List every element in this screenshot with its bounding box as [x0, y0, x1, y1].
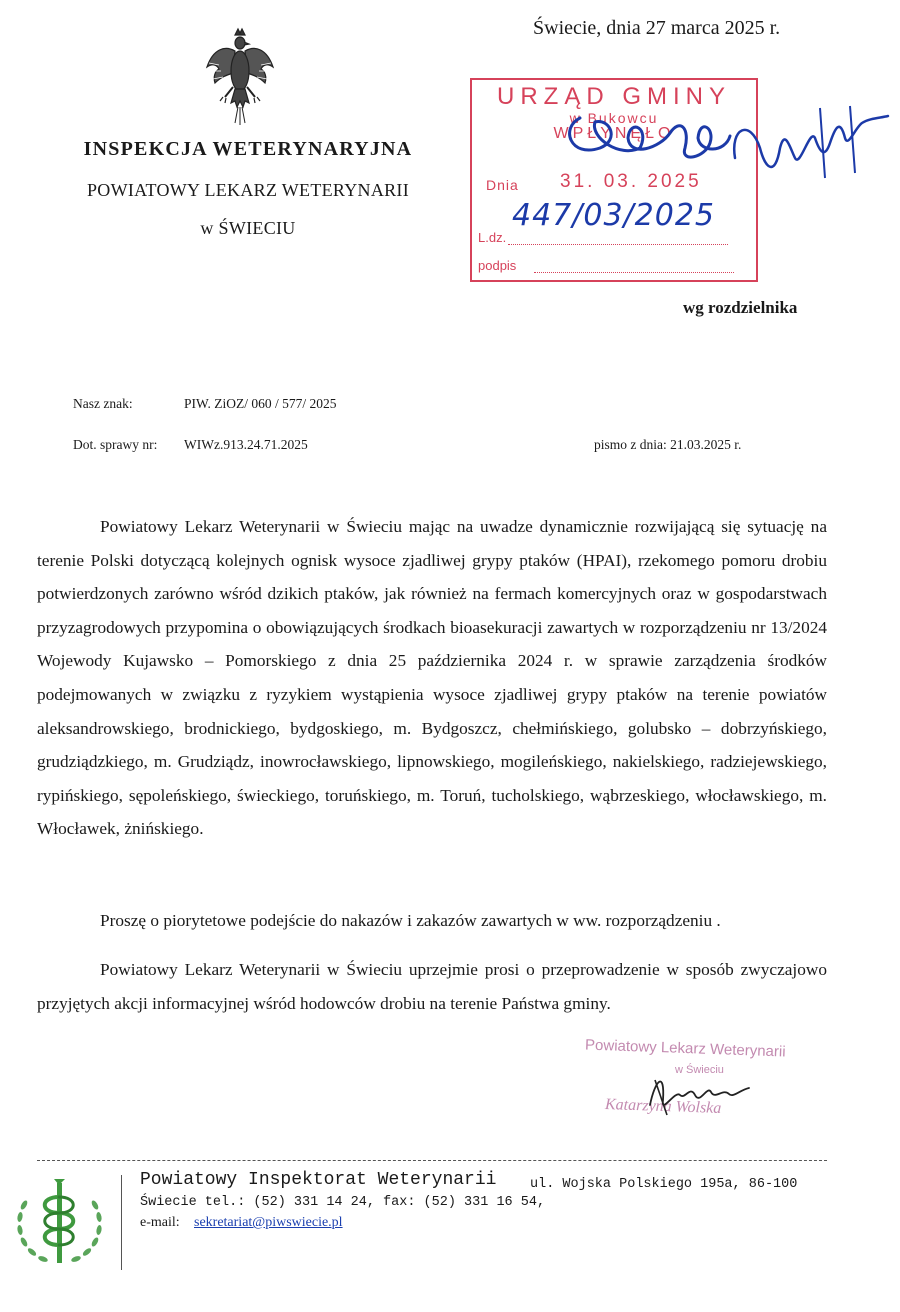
stamp-date-value: 31. 03. 2025: [560, 171, 702, 192]
stamp-registry-label: L.dz.: [478, 230, 507, 245]
veterinary-caduceus-logo-icon: [12, 1175, 107, 1270]
institution-subtitle: POWIATOWY LEKARZ WETERYNARII: [86, 180, 410, 200]
signature-stamp-name: Katarzyna Wolska: [604, 1095, 722, 1118]
institution-title: INSPEKCJA WETERYNARYJNA: [83, 138, 413, 160]
body-paragraph-1: Powiatowy Lekarz Weterynarii w Świeciu mając na uwadze dynamicznie rozwijającą się sytuację na terenie Polski dotyczącą kolejnych ognisk wysoce zjadliwej grypy ptaków (HPAI), rzekomego pomoru drobiu potwierdzonych zarówno wśród dzikich ptaków, jak również na fermach komercyjnych oraz w gospodarstwach przyzagrodowych przypomina o obowiązujących środkach bioasekuracji zawartych w rozporządzeniu nr 13/2024 Wojewody Kujawsko – Pomorskiego z dnia 25 października 2024 r. w sprawie zarządzenia środków podejmowanych w związku z ryzykiem wystąpienia wysoce zjadliwej grypy ptaków na terenie powiatów aleksandrowskiego, brodnickiego, bydgoskiego, m. Bydgoszcz, chełmińskiego, golubsko – dobrzyńskiego, grudziądzkiego, m. Grudziądz, inowrocławskiego, lipnowskiego, mogileńskiego, nakielskiego, radziejewskiego, rypińskiego, sępoleńskiego, świeckiego, toruńskiego, m. Toruń, tucholskiego, wąbrzeskiego, włocławskiego, m. Włocławek, żnińskiego.: [37, 517, 827, 839]
signature-stamp-city: w Świeciu: [675, 1064, 724, 1076]
footer-email-label: e-mail:: [140, 1215, 180, 1230]
stamp-signature-line: [534, 272, 734, 273]
stamp-incoming: WPŁYNĘŁO: [553, 125, 675, 142]
our-ref-label: Nasz znak:: [73, 396, 133, 411]
footer-city-phone: Świecie tel.: (52) 331 14 24, fax: (52) 331 16 54,: [140, 1195, 546, 1210]
handwritten-signature-blue: [550, 88, 890, 218]
stamp-signature-label: podpis: [478, 258, 517, 273]
handwritten-signature-black: [645, 1060, 755, 1120]
footer-divider: [37, 1160, 827, 1161]
body-paragraph-2: Proszę o piorytetowe podejście do nakazów i zakazów zawartych w ww. rozporządzeniu .: [100, 911, 721, 930]
footer-organization: Powiatowy Inspektorat Weterynarii: [140, 1170, 497, 1190]
footer-address: ul. Wojska Polskiego 195a, 86-100: [530, 1177, 798, 1192]
referenced-letter-date: pismo z dnia: 21.03.2025 r.: [594, 437, 742, 452]
stamp-registry-line: [508, 244, 728, 245]
case-number-value: WIWz.913.24.71.2025: [184, 437, 308, 452]
footer-email-link[interactable]: sekretariat@piwswiecie.pl: [194, 1215, 343, 1230]
case-number-label: Dot. sprawy nr:: [73, 437, 158, 452]
stamp-registry-number: 447/03/2025: [512, 198, 715, 233]
body-paragraph-3: Powiatowy Lekarz Weterynarii w Świeciu uprzejmie prosi o przeprowadzenie w sposób zwyczajowo przyjętych akcji informacyjnej wśród hodowców drobiu na terenie Państwa gminy.: [37, 960, 827, 1013]
institution-city: w ŚWIECIU: [200, 218, 296, 238]
stamp-place: w Bukowcu: [569, 110, 659, 126]
recipient: wg rozdzielnika: [683, 298, 798, 317]
document-date: Świecie, dnia 27 marca 2025 r.: [533, 17, 781, 39]
polish-eagle-emblem-icon: [205, 27, 275, 127]
footer-vertical-divider: [121, 1175, 122, 1270]
signature-stamp-title: Powiatowy Lekarz Weterynarii: [584, 1036, 786, 1061]
stamp-title: URZĄD GMINY: [497, 83, 731, 110]
our-ref-value: PIW. ZiOZ/ 060 / 577/ 2025: [184, 396, 337, 411]
stamp-date-label: Dnia: [486, 177, 519, 193]
